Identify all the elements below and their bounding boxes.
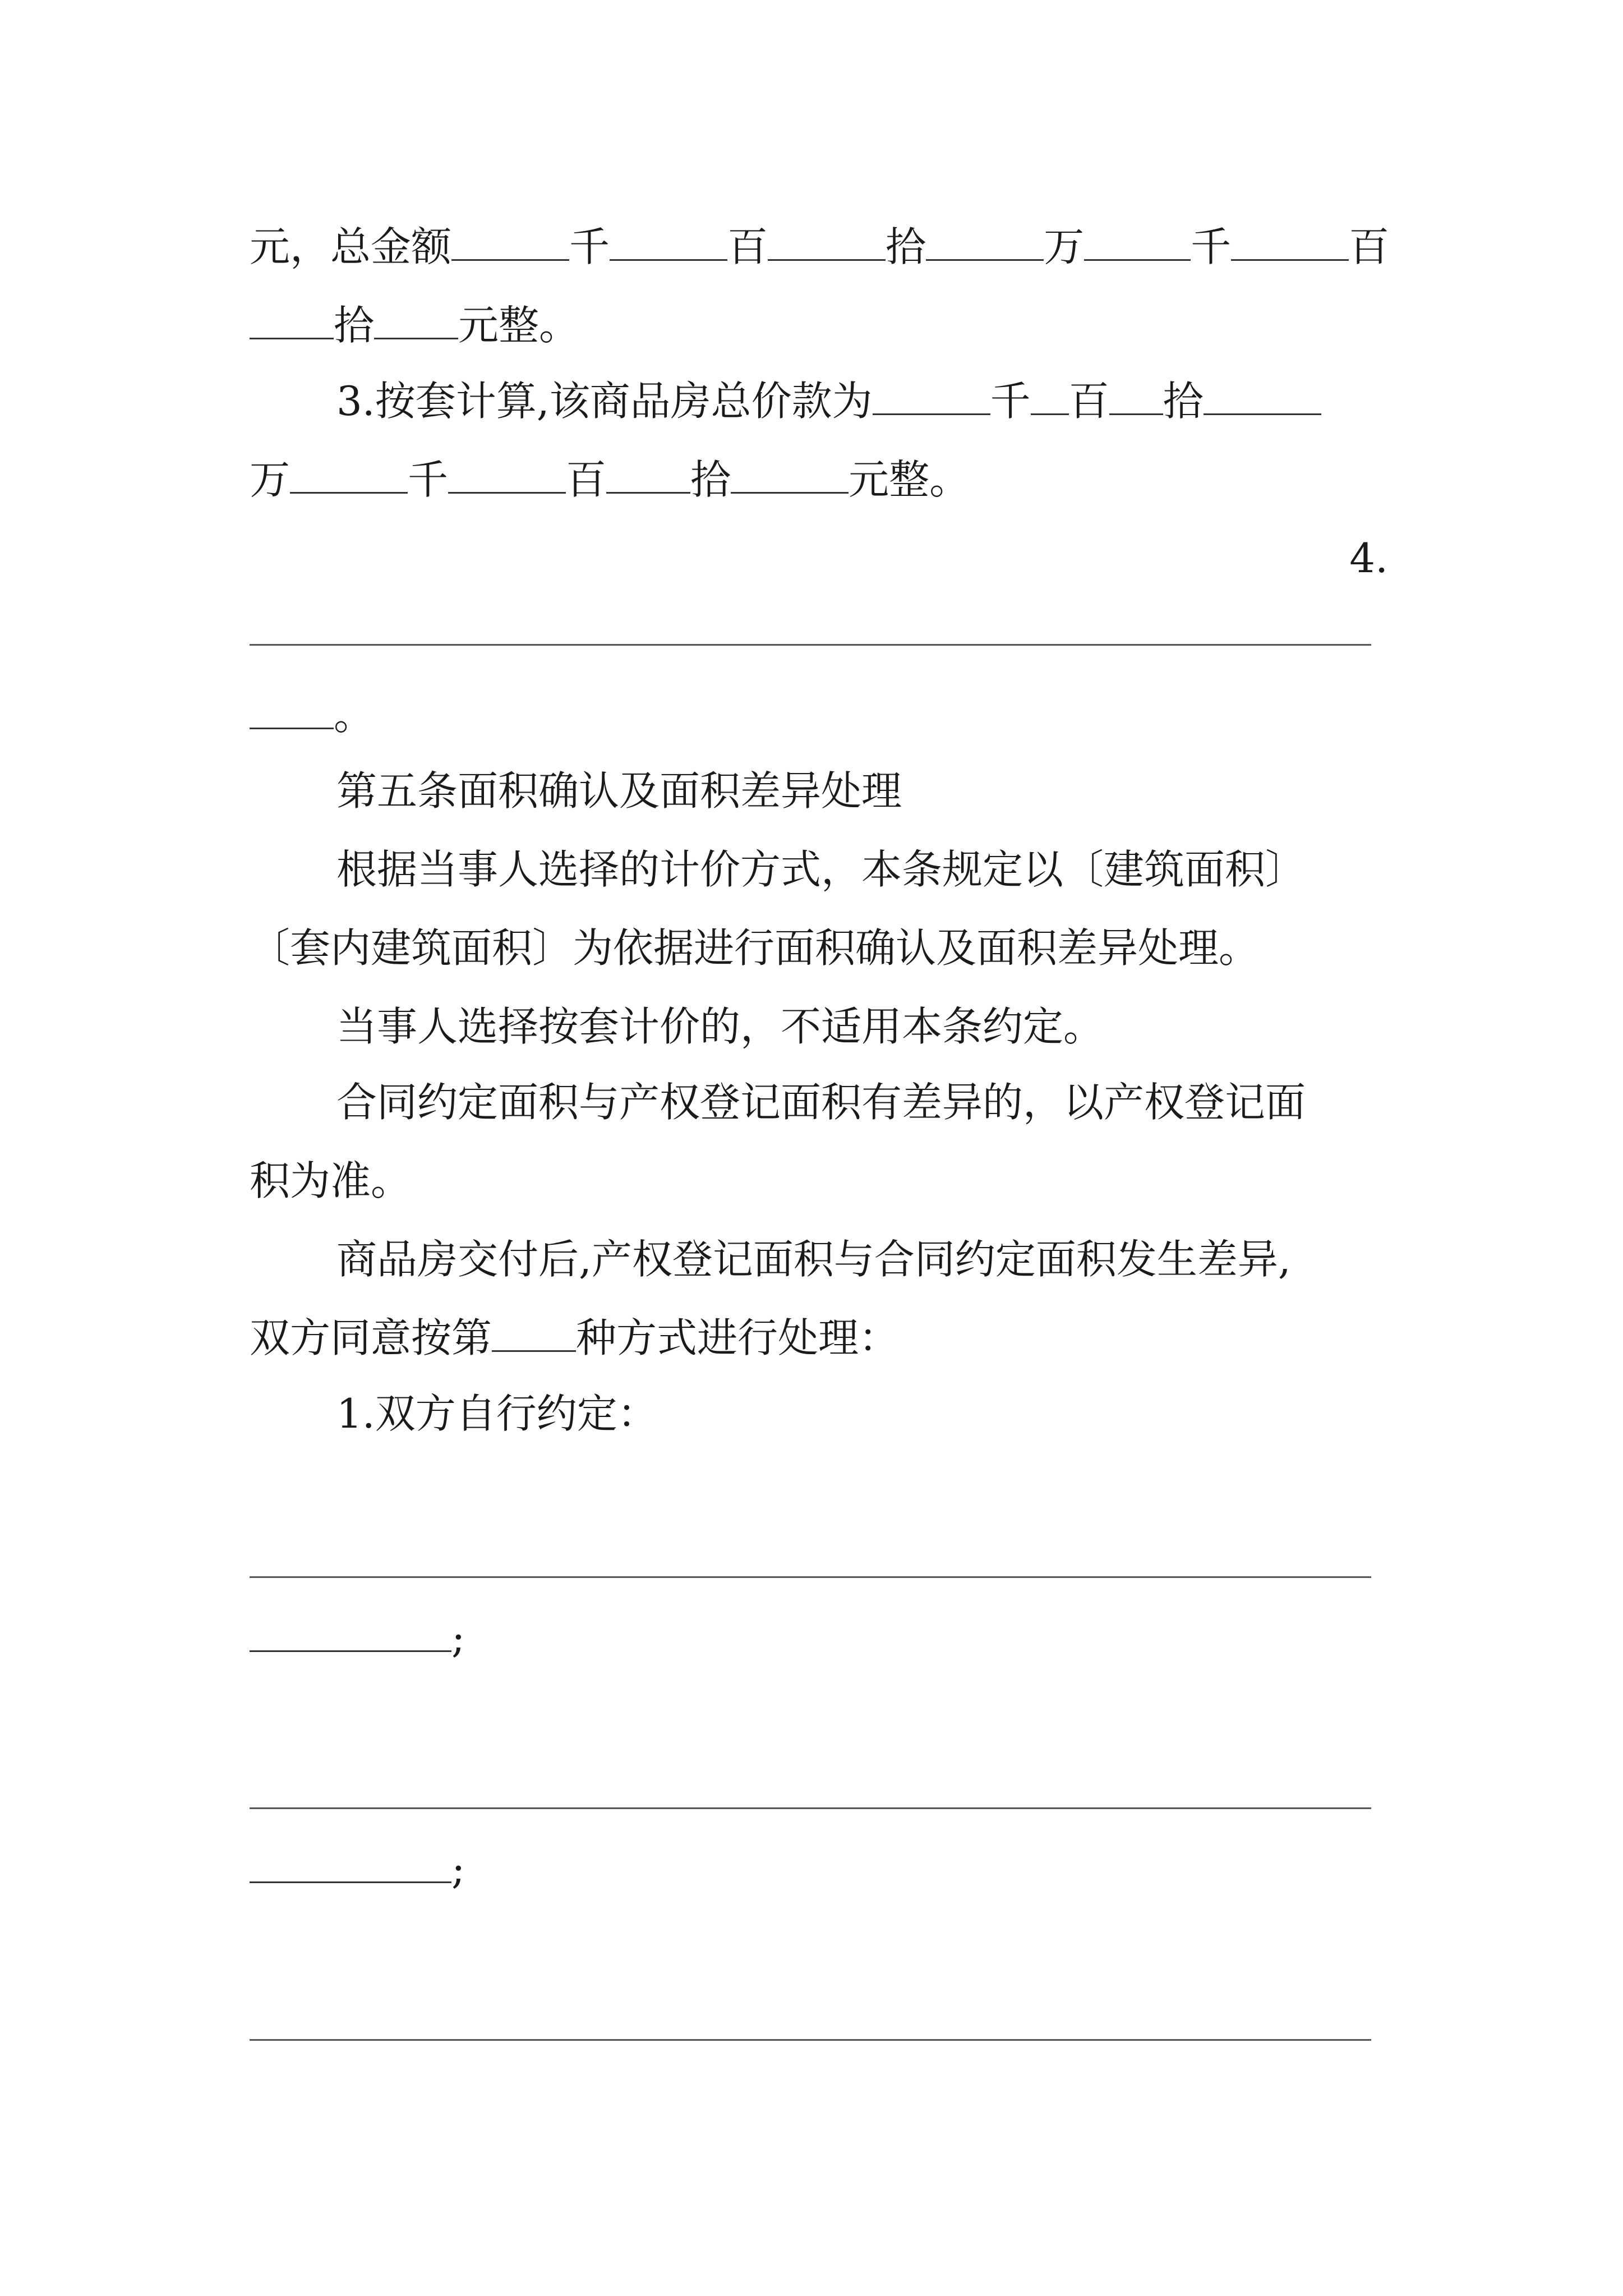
blank-field[interactable] bbox=[1231, 220, 1349, 261]
text: 拾 bbox=[1163, 378, 1204, 425]
text: 百 bbox=[1349, 223, 1390, 270]
paragraph-line: 积为准。 bbox=[250, 1157, 412, 1204]
blank-field[interactable] bbox=[1109, 374, 1163, 415]
text: ; bbox=[451, 1614, 465, 1662]
blank-field[interactable] bbox=[448, 453, 566, 494]
total-amount-line bbox=[250, 213, 1388, 280]
blank-field[interactable] bbox=[250, 298, 334, 339]
blank-field[interactable] bbox=[250, 1842, 451, 1883]
blank-field[interactable] bbox=[873, 374, 990, 415]
by-unit-price-line bbox=[336, 367, 1388, 435]
text: 拾 bbox=[334, 302, 375, 349]
text: 百 bbox=[566, 456, 607, 503]
blank-field[interactable] bbox=[606, 453, 690, 494]
text: 万 bbox=[1044, 223, 1085, 270]
paragraph-line bbox=[250, 1304, 1388, 1372]
section-heading: 第五条面积确认及面积差异处理 bbox=[336, 767, 902, 815]
blank-field[interactable] bbox=[451, 220, 569, 261]
text: ; bbox=[451, 1846, 465, 1893]
blank-field[interactable] bbox=[290, 453, 408, 494]
paragraph-line: 商品房交付后,产权登记面积与合同约定面积发生差异, bbox=[336, 1236, 1291, 1283]
text: 千 bbox=[1191, 223, 1232, 270]
text: 3.按套计算,该商品房总价款为 bbox=[336, 378, 873, 425]
fill-in-line[interactable] bbox=[250, 644, 1371, 646]
text: 种方式进行处理： bbox=[576, 1314, 900, 1361]
blank-field[interactable] bbox=[492, 1311, 576, 1352]
text: 千 bbox=[569, 223, 610, 270]
blank-field[interactable] bbox=[250, 1611, 451, 1652]
blank-field[interactable] bbox=[1031, 374, 1069, 415]
item-4-number: 4. bbox=[1349, 535, 1388, 582]
item-4-end-line bbox=[250, 682, 1388, 749]
paragraph-line: 当事人选择按套计价的，不适用本条约定。 bbox=[336, 1003, 1104, 1050]
blank-field[interactable] bbox=[768, 220, 886, 261]
paragraph-line: 根据当事人选择的计价方式，本条规定以〔建筑面积〕 bbox=[336, 846, 1306, 893]
by-unit-price-line-cont bbox=[250, 446, 1388, 513]
item-1-label: 1.双方自行约定： bbox=[336, 1390, 658, 1437]
text: 双方同意按第 bbox=[250, 1314, 492, 1361]
text: 百 bbox=[1068, 378, 1109, 425]
total-amount-line-cont bbox=[250, 292, 1388, 359]
text: 元整。 bbox=[458, 302, 580, 349]
text: 千 bbox=[408, 456, 449, 503]
fill-in-end-line bbox=[250, 1835, 1388, 1903]
paragraph-line: 〔套内建筑面积〕为依据进行面积确认及面积差异处理。 bbox=[250, 924, 1260, 972]
fill-in-end-line bbox=[250, 1604, 1388, 1672]
text: 元，总金额 bbox=[250, 223, 452, 270]
blank-field[interactable] bbox=[926, 220, 1044, 261]
blank-field[interactable] bbox=[610, 220, 727, 261]
fill-in-line[interactable] bbox=[250, 1576, 1371, 1578]
blank-field[interactable] bbox=[731, 453, 849, 494]
text: 拾 bbox=[690, 456, 731, 503]
text: 千 bbox=[990, 378, 1031, 425]
paragraph-line: 合同约定面积与产权登记面积有差异的，以产权登记面 bbox=[336, 1079, 1306, 1126]
text: 万 bbox=[250, 456, 291, 503]
blank-field[interactable] bbox=[1084, 220, 1191, 261]
text: 元整。 bbox=[849, 456, 970, 503]
fill-in-line[interactable] bbox=[250, 2039, 1371, 2041]
blank-field[interactable] bbox=[250, 688, 334, 729]
text: 。 bbox=[334, 692, 375, 739]
text: 百 bbox=[727, 223, 768, 270]
fill-in-line[interactable] bbox=[250, 1807, 1371, 1809]
blank-field[interactable] bbox=[374, 298, 458, 339]
blank-field[interactable] bbox=[1204, 374, 1321, 415]
text: 拾 bbox=[886, 223, 926, 270]
